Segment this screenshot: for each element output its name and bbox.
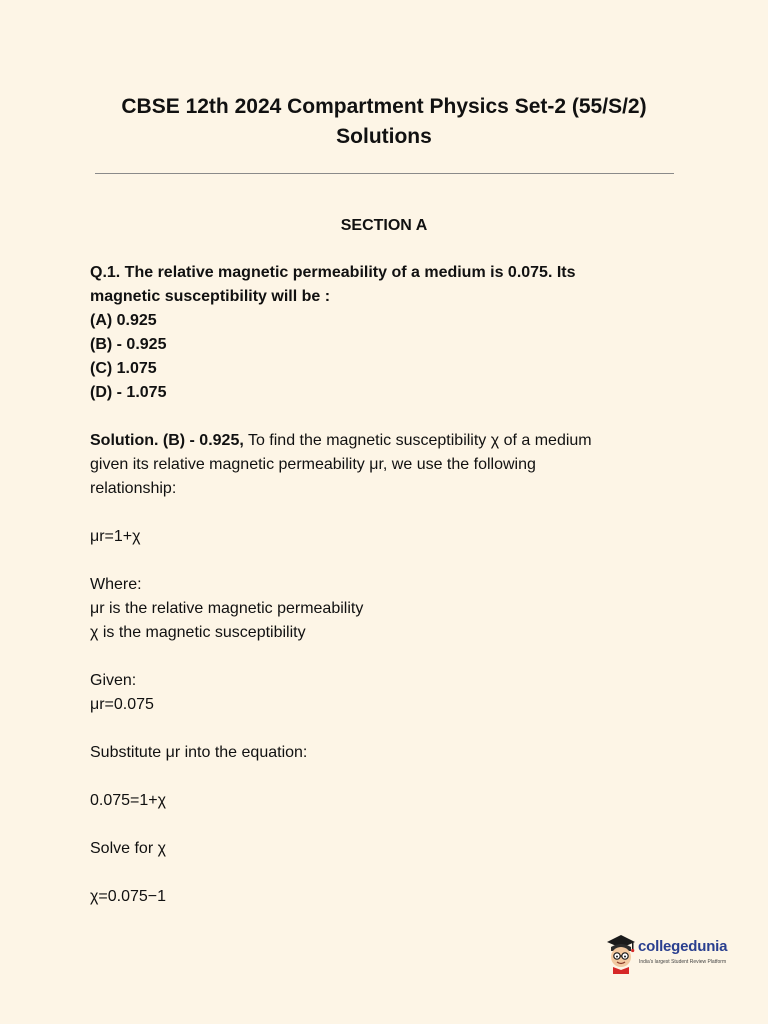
- solution-line-2: given its relative magnetic permeability μr, we use the following: [90, 456, 536, 473]
- mascot-icon: [604, 932, 638, 974]
- title-line-2: Solutions: [336, 125, 432, 148]
- brand-tagline: India's largest Student Review Platform: [639, 959, 727, 965]
- solve-instruction: Solve for χ: [90, 840, 166, 857]
- title-divider: [95, 173, 674, 174]
- solution-intro: To find the magnetic susceptibility χ of a medium: [243, 432, 592, 449]
- title-line-1: CBSE 12th 2024 Compartment Physics Set-2 (55/S/2): [121, 95, 647, 118]
- document-body: [90, 261, 690, 909]
- section-heading: SECTION A: [340, 217, 428, 234]
- substitute-instruction: Substitute μr into the equation:: [90, 744, 308, 761]
- collegedunia-logo: [604, 932, 734, 974]
- option-b: (B) - 0.925: [90, 336, 167, 353]
- option-c: (C) 1.075: [90, 360, 157, 377]
- solution-answer: Solution. (B) - 0.925,: [90, 432, 244, 449]
- question-text-line-1: Q.1. The relative magnetic permeability of a medium is 0.075. Its: [90, 264, 576, 281]
- result-equation: χ=0.075−1: [90, 888, 167, 905]
- where-definition-1: μr is the relative magnetic permeability: [90, 600, 364, 617]
- substituted-equation: 0.075=1+χ: [90, 792, 167, 809]
- document-title: [0, 92, 768, 152]
- question-text-line-2: magnetic susceptibility will be :: [90, 288, 331, 305]
- brand-name: collegedunia: [638, 938, 728, 955]
- option-d: (D) - 1.075: [90, 384, 167, 401]
- given-label: Given:: [90, 672, 137, 689]
- given-value: μr=0.075: [90, 696, 154, 713]
- solution-line-3: relationship:: [90, 480, 177, 497]
- where-definition-2: χ is the magnetic susceptibility: [90, 624, 306, 641]
- relation-equation: μr=1+χ: [90, 528, 141, 545]
- where-label: Where:: [90, 576, 142, 593]
- option-a: (A) 0.925: [90, 312, 157, 329]
- solution-line-1: [90, 429, 690, 453]
